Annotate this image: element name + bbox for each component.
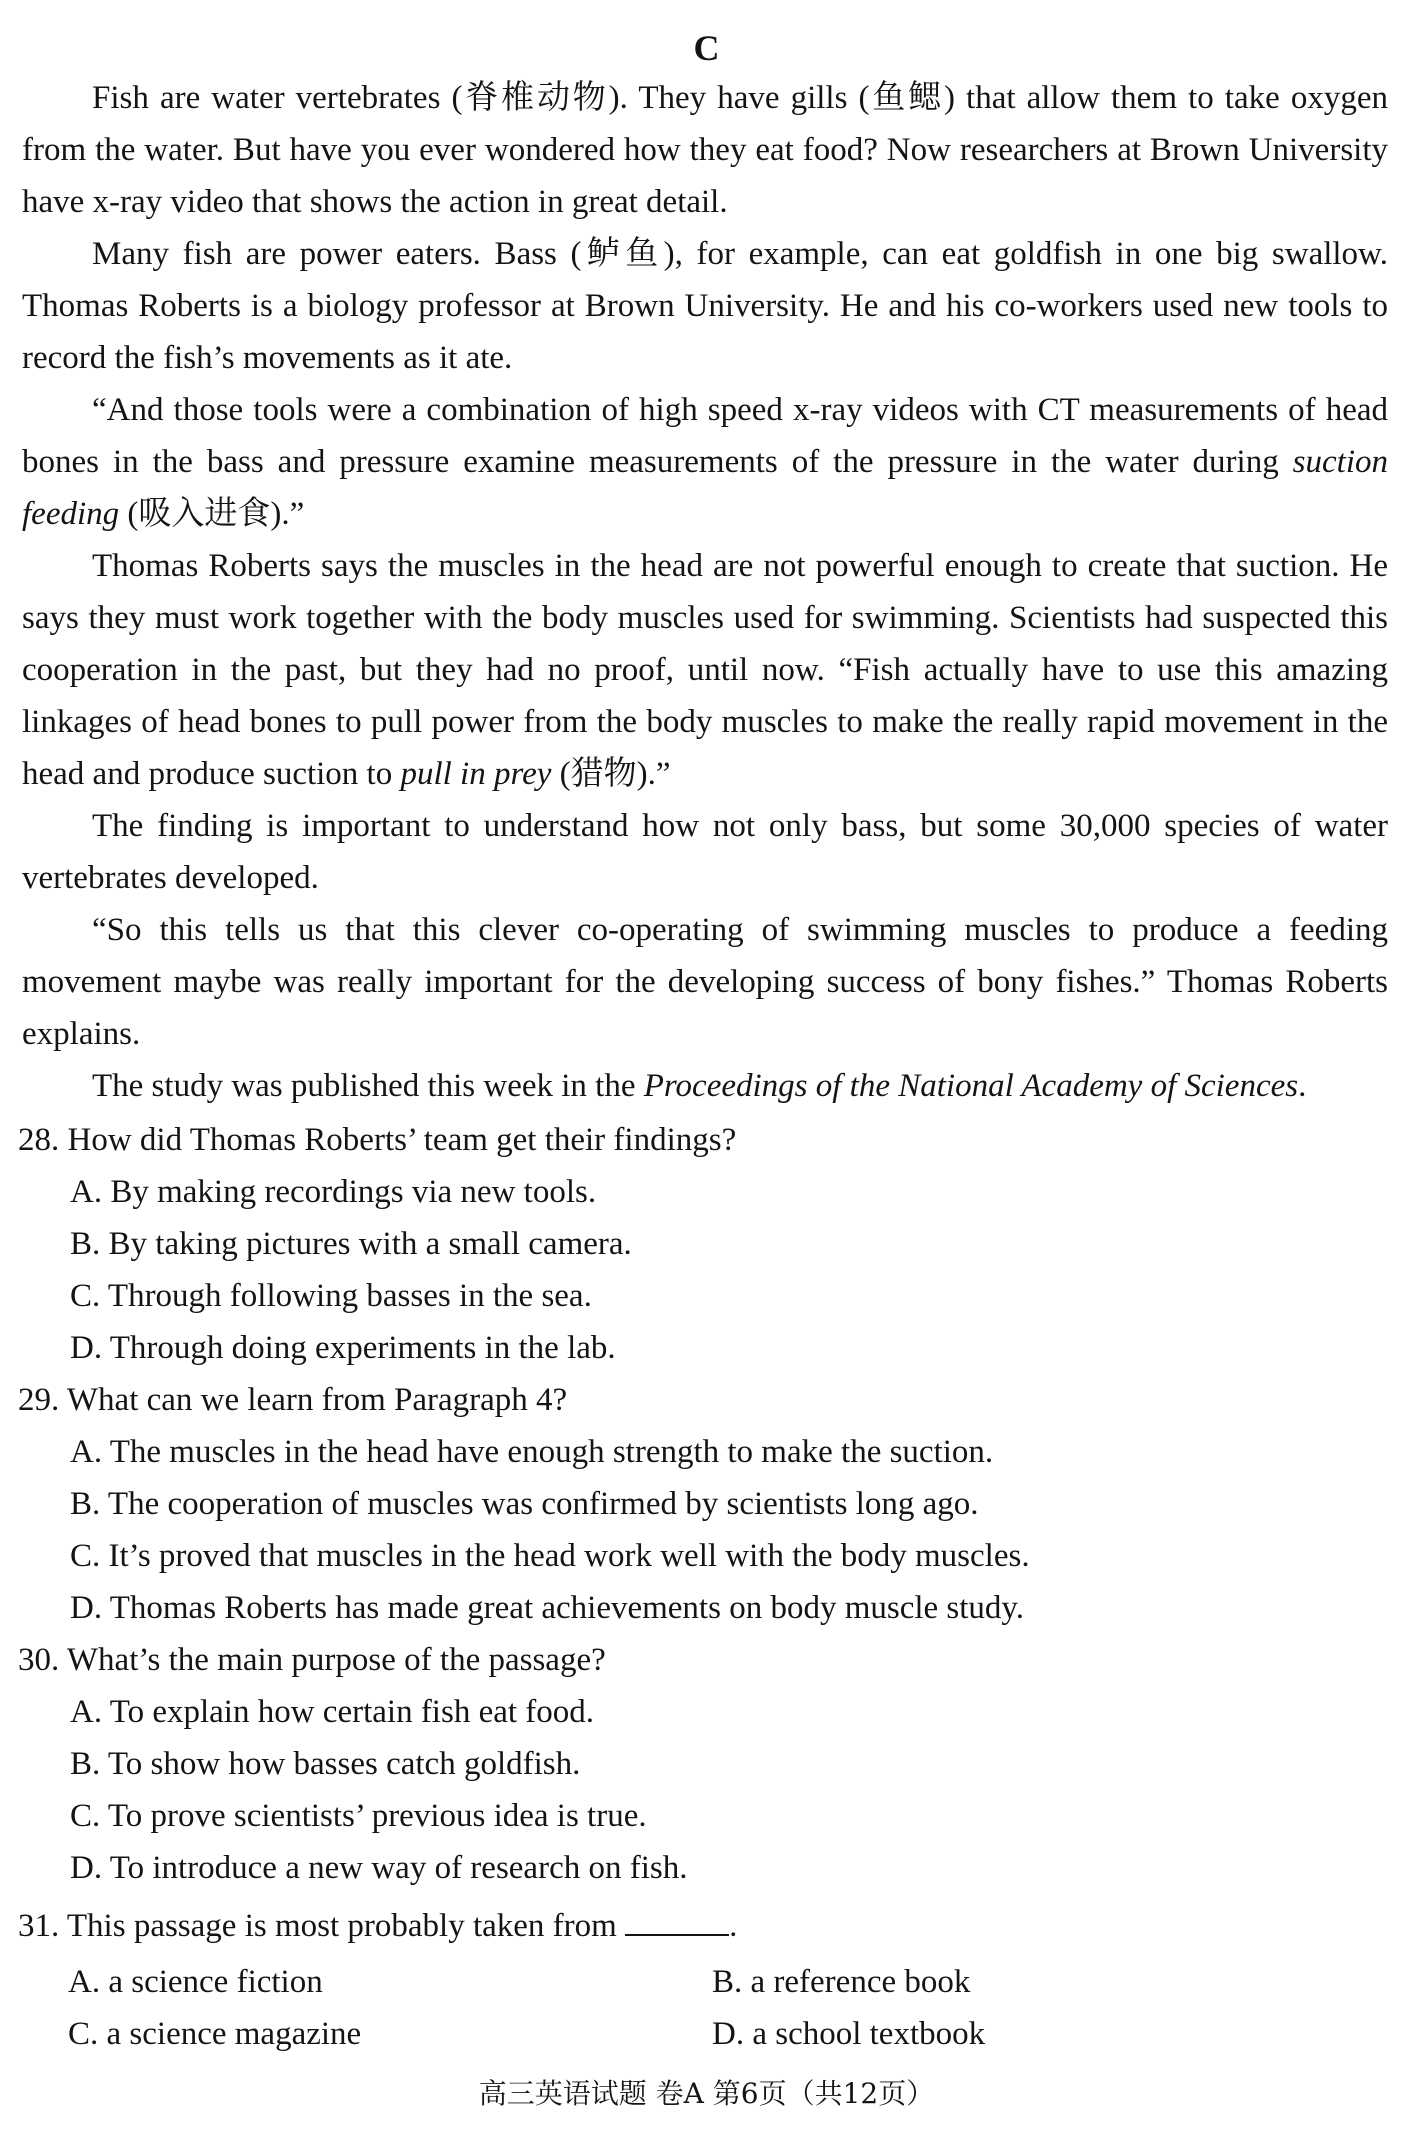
answer-blank	[625, 1906, 729, 1936]
question-stem: 30. What’s the main purpose of the passage?	[18, 1642, 606, 1678]
question-stem: 29. What can we learn from Paragraph 4?	[18, 1382, 568, 1418]
option-d: D. Through doing experiments in the lab.	[70, 1330, 616, 1366]
option-b: B. a reference book	[712, 1964, 971, 2000]
paragraph-7-end: .	[1298, 1068, 1307, 1104]
paragraph-7-text: The study was published this week in the	[92, 1068, 644, 1104]
option-a: A. To explain how certain fish eat food.	[70, 1694, 595, 1730]
passage-paragraph-7	[22, 1060, 1388, 1112]
option-b: B. To show how basses catch goldfish.	[70, 1746, 581, 1782]
option-d: D. To introduce a new way of research on fish.	[70, 1850, 688, 1886]
passage-paragraph-1: Fish are water vertebrates (脊椎动物). They have gills (鱼鳃) that allow them to take oxygen from the water. But have you ever wondered how they eat food? Now researchers at Brown University have x-ray video that shows the action in great detail.	[22, 80, 1388, 220]
option-d: D. Thomas Roberts has made great achievements on body muscle study.	[70, 1590, 1025, 1626]
option-b: B. The cooperation of muscles was confirmed by scientists long ago.	[70, 1486, 979, 1522]
question-29	[18, 1374, 1388, 1634]
page-footer: 高三英语试题 卷A 第6页（共12页）	[478, 2077, 935, 2110]
option-a: A. a science fiction	[68, 1964, 323, 2000]
option-c: C. Through following basses in the sea.	[70, 1278, 592, 1314]
option-b: B. By taking pictures with a small camera.	[70, 1226, 632, 1262]
question-list	[18, 1114, 1388, 2060]
paragraph-4-gloss: (猎物).”	[551, 756, 671, 792]
journal-title: Proceedings of the National Academy of Sciences	[643, 1068, 1299, 1104]
section-letter: C	[693, 28, 720, 68]
passage-paragraph-4	[22, 540, 1388, 800]
question-31-period: .	[729, 1908, 738, 1944]
paragraph-4-text: Thomas Roberts says the muscles in the head are not powerful enough to create that suction. He says they must work together with the body muscles used for swimming. Scientists had suspected this cooperation in the past, but they had no proof, until now. “Fish actually have to use this amazing linkages of head bones to pull power from the body muscles to make the really rapid movement in the head and produce suction to	[22, 548, 1388, 792]
option-a: A. The muscles in the head have enough strength to make the suction.	[70, 1434, 994, 1470]
option-d: D. a school textbook	[712, 2016, 986, 2052]
passage-paragraph-3	[22, 384, 1388, 540]
reading-passage	[22, 72, 1388, 1112]
paragraph-3-term: suction feeding	[22, 444, 1388, 532]
paragraph-3-gloss: (吸入进食).”	[119, 496, 305, 532]
passage-paragraph-6: “So this tells us that this clever co-operating of swimming muscles to produce a feeding movement maybe was really important for the developing success of bony fishes.” Thomas Roberts explains.	[22, 912, 1388, 1052]
option-c: C. To prove scientists’ previous idea is true.	[70, 1798, 647, 1834]
passage-paragraph-5: The finding is important to understand how not only bass, but some 30,000 species of water vertebrates developed.	[22, 808, 1388, 896]
question-31	[18, 1900, 1388, 2060]
question-31-text: 31. This passage is most probably taken from	[18, 1908, 617, 1944]
option-a: A. By making recordings via new tools.	[70, 1174, 597, 1210]
question-28	[18, 1114, 1388, 1374]
passage-paragraph-2: Many fish are power eaters. Bass (鲈鱼), for example, can eat goldfish in one big swallow. Thomas Roberts is a biology professor at Brown University. He and his co-workers used new tools to record the fish’s movements as it ate.	[22, 236, 1388, 376]
option-c: C. It’s proved that muscles in the head work well with the body muscles.	[70, 1538, 1030, 1574]
option-c: C. a science magazine	[68, 2016, 362, 2052]
paragraph-3-text: “And those tools were a combination of high speed x-ray videos with CT measurements of head bones in the bass and pressure examine measurements of the pressure in the water during	[22, 392, 1388, 480]
question-30	[18, 1634, 1388, 1894]
paragraph-4-term: pull in prey	[400, 756, 552, 792]
option-grid	[18, 1956, 1388, 2060]
question-stem	[18, 1900, 1388, 1952]
question-stem: 28. How did Thomas Roberts’ team get their findings?	[18, 1122, 737, 1158]
